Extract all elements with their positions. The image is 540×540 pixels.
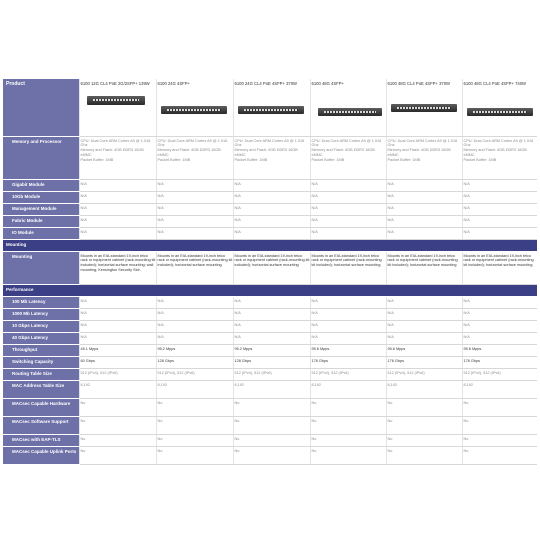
spec-cell: Mounts in an EIA-standard 19-inch telco rack or equipment cabinet (rack-mounting kit included); horizontal surface mounting; wall mounting; Kensington Security Slot. [79,251,156,284]
spec-cell: N/A [156,203,233,215]
spec-cell: No [156,398,233,416]
row-label: Management Module [3,203,79,215]
spec-cell: 60 Gbps [79,356,156,368]
product-header-row [3,79,537,136]
spec-cell: N/A [79,320,156,332]
spec-cell: N/A [310,308,386,320]
spec-cell: CPU: Dual Core ARM Cortex A9 @ 1.016 Ghz Memory and Flash: 4GB DDR3 16GB eMMC Packet Buffer: 1MB [310,136,386,179]
spec-cell: N/A [386,308,462,320]
spec-cell: No [156,416,233,434]
product-name: 6100 48G CL4 PoE 4SFP+ 370W [387,81,451,86]
spec-cell: N/A [233,203,310,215]
row-label: MAC Address Table Size [3,380,79,398]
spec-cell: 8,192 [462,380,537,398]
switch-product-image [161,106,227,114]
spec-cell: 8,192 [79,380,156,398]
spec-cell: Mounts in an EIA-standard 19-inch telco rack or equipment cabinet (rack-mounting kit included); horizontal surface mounting [233,251,310,284]
spec-row-routing-table-size [3,368,537,380]
spec-cell: 95.6 Mpps [386,344,462,356]
spec-cell: 95.6 Mpps [462,344,537,356]
spec-cell: N/A [310,332,386,344]
spec-cell: N/A [310,215,386,227]
spec-cell: N/A [156,332,233,344]
product-header-cell [386,79,462,136]
spec-cell: N/A [233,332,310,344]
spec-row-40-gbps-latency [3,332,537,344]
spec-cell: No [462,416,537,434]
row-label: MACsec Capable Hardware [3,398,79,416]
row-label: 100 Mb Latency [3,296,79,308]
spec-cell: N/A [156,215,233,227]
spec-cell: N/A [386,296,462,308]
switch-product-image [467,108,533,116]
spec-cell: N/A [233,296,310,308]
spec-cell: No [79,416,156,434]
spec-row-throughput [3,344,537,356]
spec-row-io-module [3,227,537,239]
switch-product-image [391,104,457,112]
spec-cell: Mounts in an EIA-standard 19-inch telco rack or equipment cabinet (rack-mounting kit included); horizontal surface mounting [386,251,462,284]
switch-product-image [318,108,382,116]
spec-cell: N/A [233,179,310,191]
spec-cell: N/A [156,320,233,332]
spec-cell: Mounts in an EIA-standard 19-inch telco rack or equipment cabinet (rack-mounting kit included); horizontal surface mounting [462,251,537,284]
spec-row-macsec-capable-uplink-ports [3,446,537,464]
row-label: 10Gb Module [3,191,79,203]
spec-cell: No [462,434,537,446]
spec-cell: N/A [462,320,537,332]
row-label: IO Module [3,227,79,239]
spec-cell: N/A [233,308,310,320]
spec-row-memory-and-processor [3,136,537,179]
product-name: 6100 24G 4SFP+ [157,81,190,86]
spec-cell: No [79,398,156,416]
switch-product-image [238,106,304,114]
spec-cell: N/A [79,308,156,320]
product-header-label: Product [3,79,79,136]
spec-cell: 176 Gbps [462,356,537,368]
spec-cell: N/A [386,320,462,332]
section-header-performance [3,284,537,296]
spec-cell: N/A [79,215,156,227]
spec-cell: No [233,398,310,416]
spec-cell: N/A [386,191,462,203]
product-header-cell [156,79,233,136]
spec-cell: N/A [79,191,156,203]
spec-cell: No [386,416,462,434]
spec-cell: N/A [462,179,537,191]
spec-cell: No [462,446,537,464]
spec-row-switching-capacity [3,356,537,368]
spec-cell: 176 Gbps [310,356,386,368]
spec-row-100-mb-latency [3,296,537,308]
spec-cell: CPU: Dual Core ARM Cortex A9 @ 1.016 Ghz Memory and Flash: 4GB DDR3 16GB eMMC Packet Buffer: 1MB [462,136,537,179]
spec-cell: N/A [462,308,537,320]
spec-cell: No [310,416,386,434]
spec-row-macsec-capable-hardware [3,398,537,416]
row-label: Switching Capacity [3,356,79,368]
row-label: Mounting [3,251,79,284]
row-label: MACsec Capable Uplink Ports [3,446,79,464]
spec-cell: 45.1 Mpps [79,344,156,356]
product-header-cell [310,79,386,136]
spec-cell: N/A [386,203,462,215]
spec-cell: N/A [462,191,537,203]
spec-cell: N/A [79,296,156,308]
spec-cell: N/A [386,227,462,239]
spec-cell: 512 (IPv4), 512 (IPv6) [79,368,156,380]
product-header-cell [462,79,537,136]
spec-cell: No [79,434,156,446]
row-label: 10 Gbps Latency [3,320,79,332]
spec-cell: N/A [310,320,386,332]
spec-cell: No [386,398,462,416]
spec-cell: CPU: Dual Core ARM Cortex A9 @ 1.016 Ghz Memory and Flash: 4GB DDR3 16GB eMMC Packet Buffer: 1MB [156,136,233,179]
spec-cell: N/A [386,179,462,191]
spec-cell: 512 (IPv4), 512 (IPv6) [233,368,310,380]
spec-cell: No [233,434,310,446]
spec-cell: N/A [233,215,310,227]
row-label: MACsec with EAP-TLS [3,434,79,446]
row-label: Gigabit Module [3,179,79,191]
spec-row-macsec-software-support [3,416,537,434]
spec-cell: No [386,446,462,464]
spec-cell: N/A [233,320,310,332]
spec-cell: No [310,434,386,446]
spec-cell: 128 Gbps [233,356,310,368]
product-name: 6100 48G 4SFP+ [311,81,344,86]
row-label: Memory and Processor [3,136,79,179]
spec-cell: CPU: Dual Core ARM Cortex A9 @ 1.016 Ghz Memory and Flash: 4GB DDR3 16GB eMMC Packet Buffer: 1MB [233,136,310,179]
spec-cell: N/A [462,203,537,215]
spec-cell: No [310,398,386,416]
spec-cell: N/A [462,296,537,308]
product-name: 6100 24G CL4 PoE 4SFP+ 370W [234,81,298,86]
spec-cell: 512 (IPv4), 512 (IPv6) [386,368,462,380]
product-header-cell [233,79,310,136]
row-label: Throughput [3,344,79,356]
spec-cell: 512 (IPv4), 512 (IPv6) [156,368,233,380]
spec-cell: N/A [233,191,310,203]
spec-cell: 8,192 [386,380,462,398]
section-header-mounting [3,239,537,251]
spec-cell: 128 Gbps [156,356,233,368]
spec-cell: 512 (IPv4), 512 (IPv6) [462,368,537,380]
spec-cell: No [462,398,537,416]
spec-row-management-module [3,203,537,215]
row-label: MACsec Software Support [3,416,79,434]
spec-cell: No [156,434,233,446]
spec-cell: N/A [79,179,156,191]
spec-cell: N/A [462,215,537,227]
spec-cell: No [386,434,462,446]
spec-cell: 176 Gbps [386,356,462,368]
spec-cell: N/A [310,179,386,191]
spec-cell: N/A [386,215,462,227]
product-header-cell [79,79,156,136]
spec-cell: N/A [386,332,462,344]
spec-row-gigabit-module [3,179,537,191]
spec-cell: N/A [79,227,156,239]
switch-product-image [87,96,145,105]
spec-cell: N/A [310,296,386,308]
product-name: 6100 48G CL4 PoE 4SFP+ 740W [463,81,527,86]
spec-cell: No [156,446,233,464]
spec-comparison-table [3,79,537,465]
spec-cell: N/A [79,203,156,215]
spec-cell: N/A [310,191,386,203]
spec-cell: 95.2 Mpps [233,344,310,356]
spec-cell: Mounts in an EIA-standard 19-inch telco rack or equipment cabinet (rack-mounting kit included); horizontal surface mounting [310,251,386,284]
row-label: Fabric Module [3,215,79,227]
spec-row-10gb-module [3,191,537,203]
spec-cell: No [233,416,310,434]
spec-cell: CPU: Dual Core ARM Cortex A9 @ 1.016 Ghz Memory and Flash: 4GB DDR3 16GB eMMC Packet Buffer: 1MB [386,136,462,179]
spec-cell: N/A [156,308,233,320]
spec-row-10-gbps-latency [3,320,537,332]
spec-row-1000-mb-latency [3,308,537,320]
spec-cell: N/A [156,227,233,239]
section-title: Performance [3,284,537,296]
spec-row-macsec-with-eap-tls [3,434,537,446]
spec-cell: 8,192 [310,380,386,398]
row-label: Routing Table Size [3,368,79,380]
spec-cell: N/A [156,179,233,191]
spec-cell: N/A [79,332,156,344]
spec-row-mac-address-table-size [3,380,537,398]
spec-cell: N/A [462,227,537,239]
spec-cell: 95.6 Mpps [310,344,386,356]
spec-cell: N/A [310,227,386,239]
spec-cell: 8,192 [156,380,233,398]
spec-cell: N/A [310,203,386,215]
spec-cell: 8,192 [233,380,310,398]
spec-cell: 95.2 Mpps [156,344,233,356]
spec-row-mounting [3,251,537,284]
row-label: 1000 Mb Latency [3,308,79,320]
spec-cell: N/A [233,227,310,239]
spec-cell: No [310,446,386,464]
spec-cell: CPU: Dual Core ARM Cortex A9 @ 1.016 Ghz Memory and Flash: 4GB DDR3 16GB eMMC Packet Buffer: 1MB [79,136,156,179]
spec-cell: No [233,446,310,464]
spec-cell: N/A [156,191,233,203]
product-name: 6100 12G CL4 PoE 2G/2SFP+ 139W [80,81,150,86]
spec-cell: No [79,446,156,464]
row-label: 40 Gbps Latency [3,332,79,344]
spec-row-fabric-module [3,215,537,227]
section-title: Mounting [3,239,537,251]
spec-cell: Mounts in an EIA-standard 19-inch telco rack or equipment cabinet (rack-mounting kit included); horizontal surface mounting [156,251,233,284]
spec-cell: N/A [462,332,537,344]
spec-cell: N/A [156,296,233,308]
spec-cell: 512 (IPv4), 512 (IPv6) [310,368,386,380]
